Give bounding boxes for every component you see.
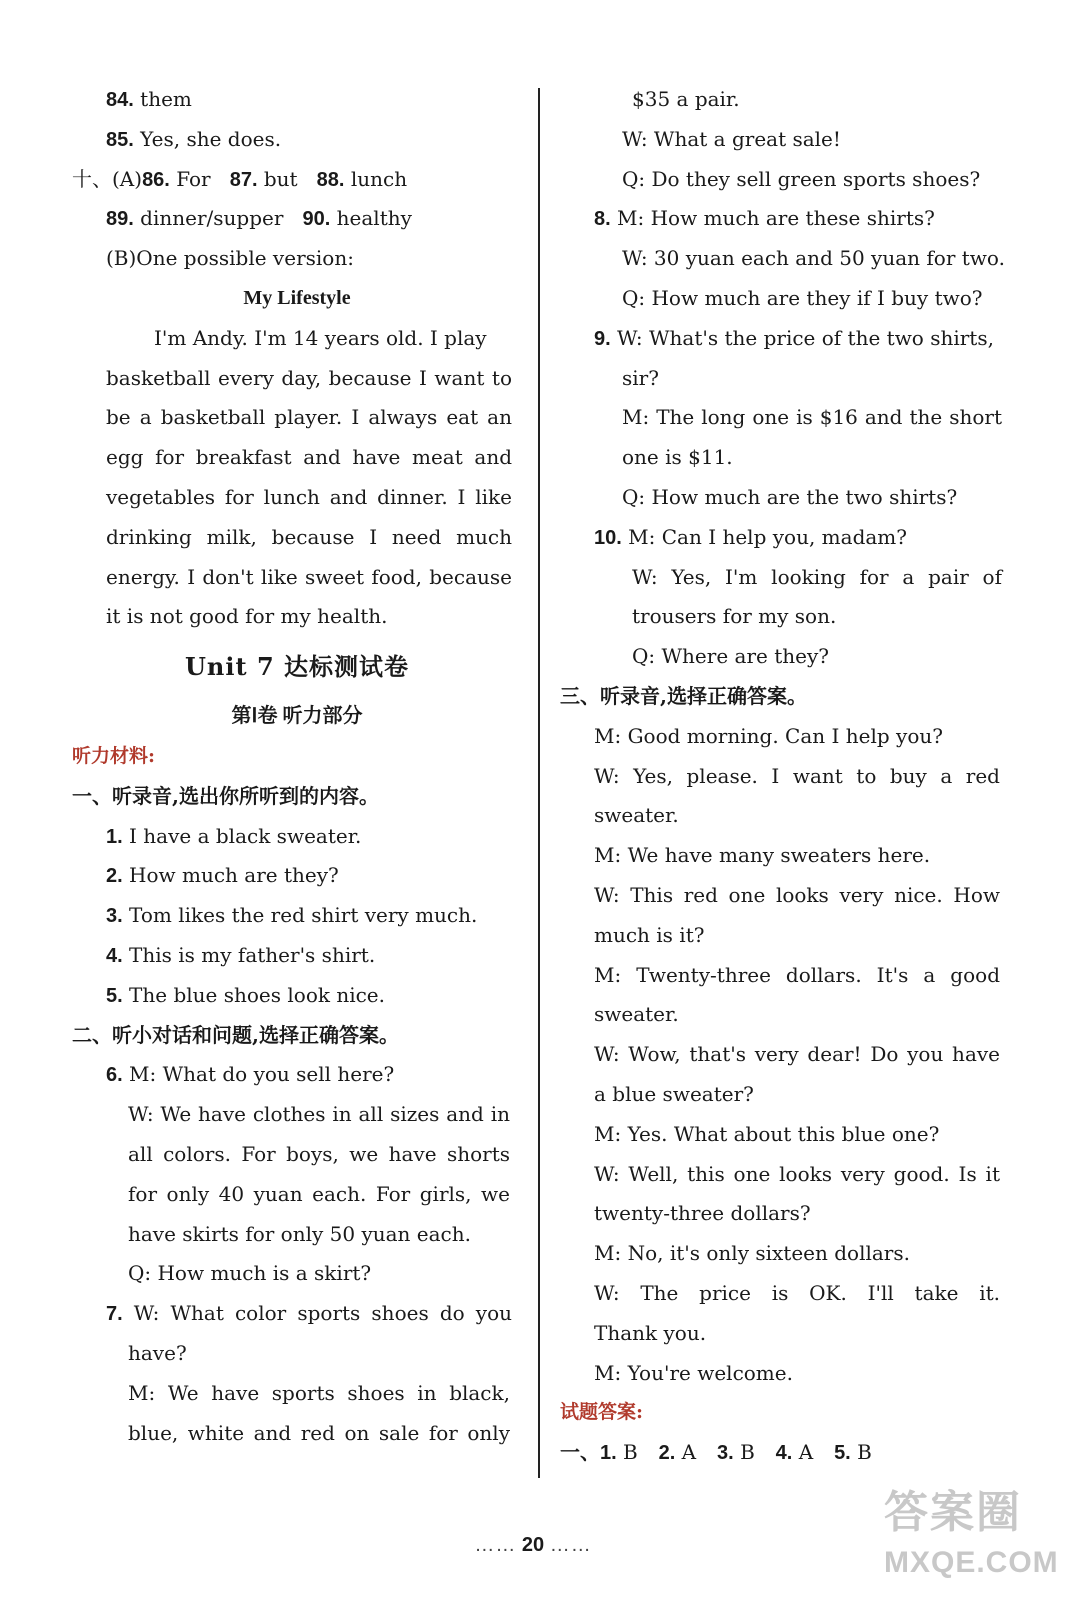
essay-line: be a basketball player. I always eat an — [106, 405, 512, 430]
page-number: 20 — [521, 1534, 545, 1556]
dialog-line: W: Wow, that's very dear! Do you have — [594, 1042, 1000, 1067]
answer-text: dinner/supper — [133, 206, 284, 231]
footer-dots-left: …… — [474, 1534, 517, 1556]
list-item: 1. I have a black sweater. — [106, 823, 362, 848]
part-title: 第Ⅰ卷 听力部分 — [231, 705, 363, 728]
dialog-line: have skirts for only 50 yuan each. — [128, 1221, 471, 1246]
dialog-line: W: This red one looks very nice. How — [594, 882, 1000, 907]
question-7: 7. W: What color sports shoes do you — [106, 1301, 512, 1326]
dialog-line: W: Well, this one looks very good. Is it — [594, 1161, 1000, 1186]
list-item: 3. Tom likes the red shirt very much. — [106, 903, 478, 928]
dialog-line: W: 30 yuan each and 50 yuan for two. — [622, 246, 1005, 271]
dialog-line: Q: Where are they? — [632, 644, 829, 669]
list-item: 5. The blue shoes look nice. — [106, 982, 386, 1007]
dialog-line: blue, white and red on sale for only — [128, 1420, 510, 1445]
answer-line-84 — [72, 80, 522, 120]
answer-line-86-88 — [72, 160, 522, 200]
dialog-line: sweater. — [594, 1002, 679, 1027]
left-column — [72, 80, 522, 1453]
dialog-line: M: You're welcome. — [594, 1360, 793, 1385]
dialog-line: M: Good morning. Can I help you? — [594, 723, 943, 748]
dialog-line: one is $11. — [622, 445, 733, 470]
question-8: 8. M: How much are these shirts? — [594, 206, 935, 231]
item-number: 90. — [302, 208, 331, 231]
question-9: 9. W: What's the price of the two shirts, — [594, 325, 994, 350]
answer-text: Yes, she does. — [133, 126, 282, 151]
column-divider — [538, 88, 540, 1478]
answer-text: For — [169, 166, 211, 191]
list-item: 2. How much are they? — [106, 863, 339, 888]
dialog-line: Q: Do they sell green sports shoes? — [622, 166, 981, 191]
essay-line: vegetables for lunch and dinner. I like — [106, 484, 512, 509]
dialog-line: W: Yes, please. I want to buy a red — [594, 763, 1000, 788]
answers-label: 试题答案: — [560, 1401, 644, 1424]
item-number: 84. — [106, 89, 134, 111]
essay-line: basketball every day, because I want to — [106, 365, 512, 390]
dialog-line: Q: How much is a skirt? — [128, 1261, 372, 1286]
section-2-title: 二、听小对话和问题,选择正确答案。 — [72, 1022, 399, 1047]
listening-material-label: 听力材料: — [72, 744, 156, 767]
dialog-line: W: We have clothes in all sizes and in — [128, 1102, 510, 1127]
item-number: 87. — [229, 168, 258, 191]
dialog-line: M: Twenty-three dollars. It's a good — [594, 962, 1000, 987]
dialog-line: M: We have many sweaters here. — [594, 843, 931, 868]
dialog-line: M: Yes. What about this blue one? — [594, 1121, 940, 1146]
dialog-line: all colors. For boys, we have shorts — [128, 1141, 510, 1166]
answer-text: lunch — [344, 166, 408, 191]
answer-text: them — [133, 87, 192, 111]
dialog-line: have? — [128, 1340, 187, 1365]
section-prefix: 十、(A) — [72, 166, 143, 191]
unit-title: Unit 7 达标测试卷 — [185, 652, 409, 682]
dialog-line: W: Yes, I'm looking for a pair of — [632, 564, 1002, 589]
item-number: 85. — [106, 128, 134, 151]
dialog-line: much is it? — [594, 922, 705, 947]
dialog-line: W: What a great sale! — [622, 126, 841, 151]
dialog-line: Q: How much are they if I buy two? — [622, 285, 983, 310]
dialog-line: sweater. — [594, 803, 679, 828]
essay-line: egg for breakfast and have meat and — [106, 445, 512, 470]
watermark-url: MXQE.COM — [884, 1546, 1059, 1579]
watermark-text: 答案圈 — [884, 1488, 1022, 1537]
dialog-line: trousers for my son. — [632, 604, 837, 629]
dialog-line: for only 40 yuan each. For girls, we — [128, 1181, 510, 1206]
dialog-line: Q: How much are the two shirts? — [622, 484, 958, 509]
essay-line: it is not good for my health. — [106, 604, 388, 629]
essay-line: I'm Andy. I'm 14 years old. I play — [154, 325, 487, 350]
item-number: 89. — [106, 208, 134, 231]
item-number: 86. — [142, 168, 170, 191]
question-6: 6. M: What do you sell here? — [106, 1062, 395, 1087]
essay-title: My Lifestyle — [243, 286, 351, 309]
dialog-line: W: The price is OK. I'll take it. — [594, 1280, 1000, 1305]
answers-line: 一、1. B 2. A 3. B 4. A 5. B — [560, 1440, 872, 1465]
list-item: 4. This is my father's shirt. — [106, 942, 376, 967]
dialog-line: M: We have sports shoes in black, — [128, 1380, 510, 1405]
section-3-title: 三、听录音,选择正确答案。 — [560, 683, 807, 708]
item-number: 88. — [316, 168, 345, 191]
question-10: 10. M: Can I help you, madam? — [594, 524, 907, 549]
answer-text: healthy — [330, 206, 412, 231]
essay-line: drinking milk, because I need much — [106, 524, 512, 549]
dialog-line: a blue sweater? — [594, 1081, 754, 1106]
watermark-logo — [884, 1476, 1059, 1586]
essay-line: energy. I don't like sweet food, because — [106, 564, 512, 589]
dialog-line: Thank you. — [594, 1320, 707, 1345]
answer-line-89-90 — [72, 199, 522, 239]
dialog-line: M: No, it's only sixteen dollars. — [594, 1241, 910, 1266]
section-1-title: 一、听录音,选出你所听到的内容。 — [72, 783, 379, 808]
footer-dots-right: …… — [549, 1534, 592, 1556]
version-line: (B)One possible version: — [106, 246, 354, 271]
dialog-line: M: The long one is $16 and the short — [622, 405, 1002, 430]
dialog-line: $35 a pair. — [632, 87, 740, 111]
answer-text: but — [257, 166, 298, 191]
dialog-line: sir? — [622, 365, 659, 390]
dialog-line: twenty-three dollars? — [594, 1201, 811, 1226]
right-column — [560, 80, 1010, 1473]
answer-line-85 — [72, 120, 522, 160]
